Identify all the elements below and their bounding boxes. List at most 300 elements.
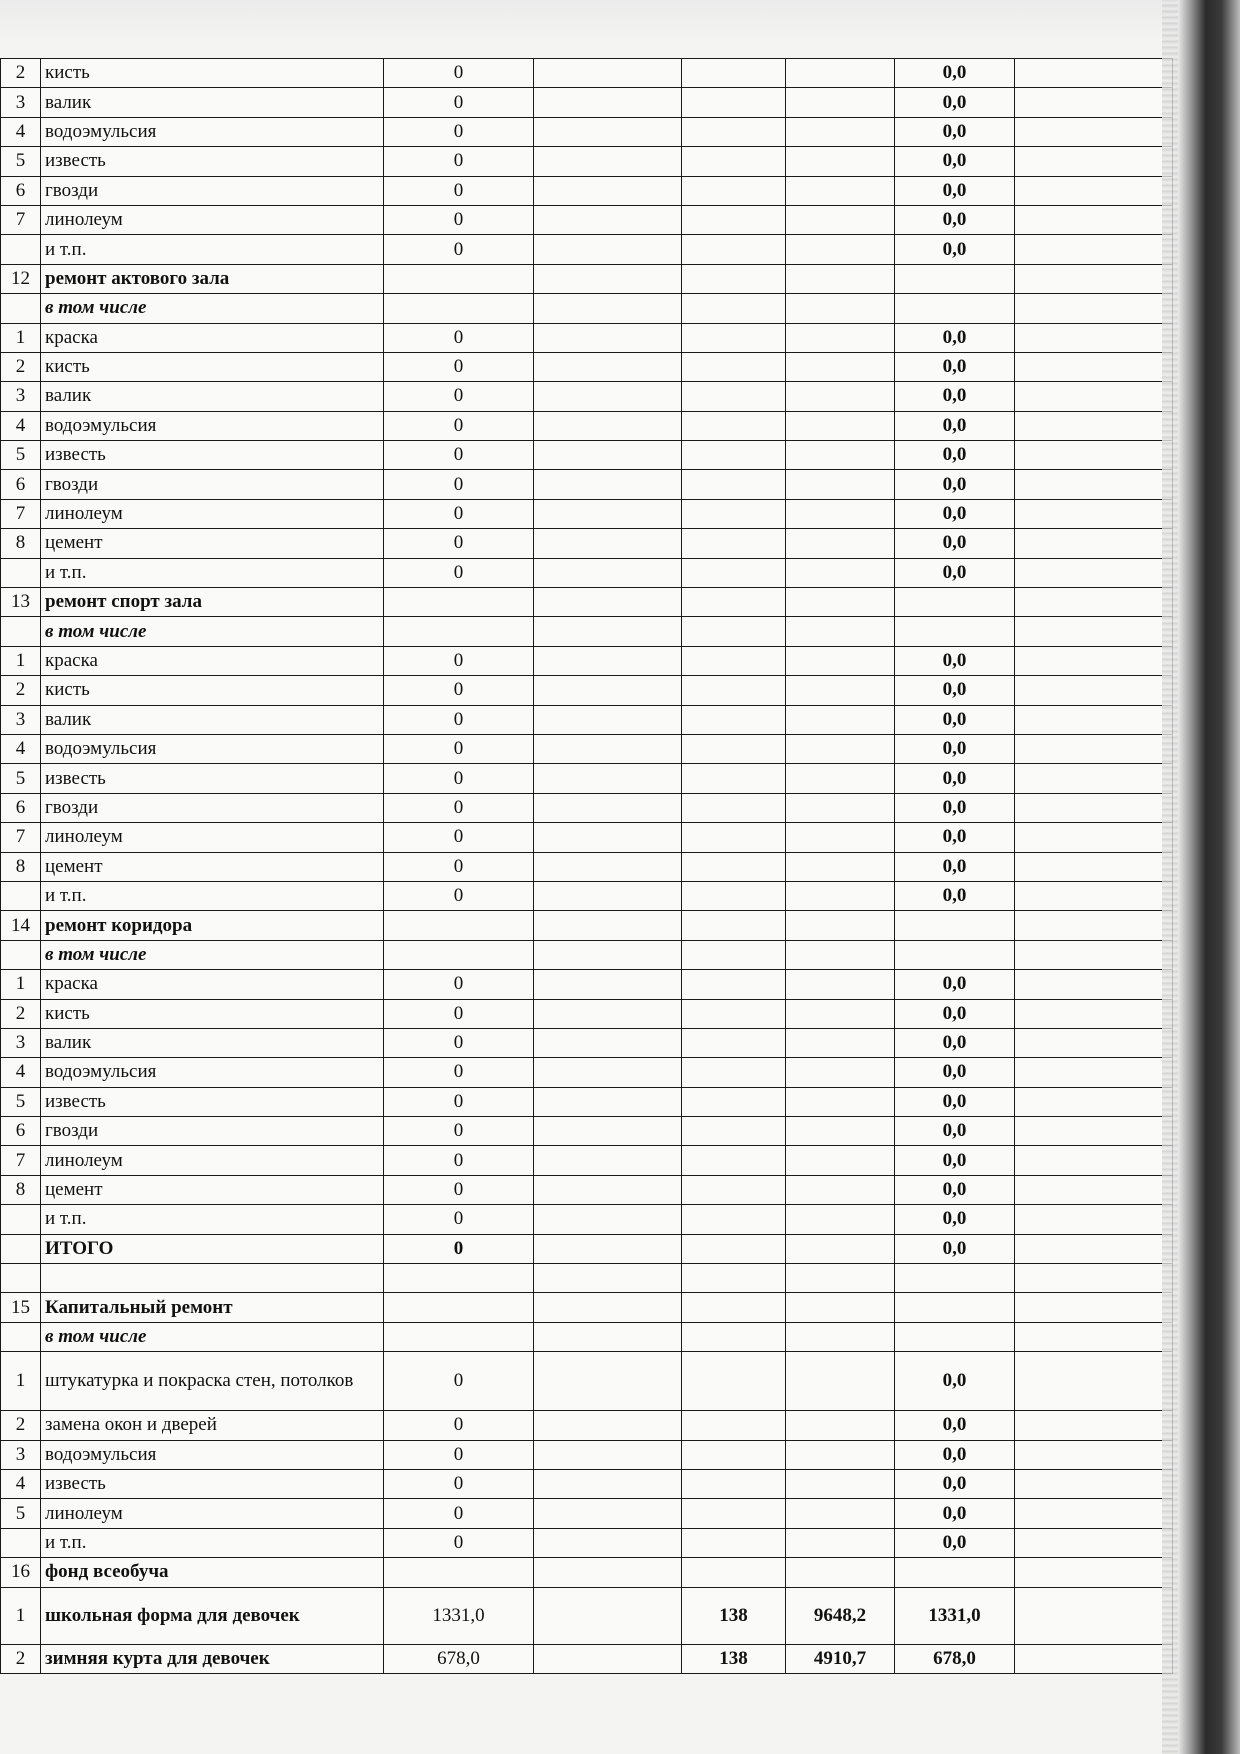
total-cell: 0,0 <box>895 499 1015 528</box>
quantity-cell <box>682 734 786 763</box>
amount-cell: 0 <box>384 881 534 910</box>
amount-cell <box>384 264 534 293</box>
sum-cell <box>786 1499 895 1528</box>
sum-cell <box>786 529 895 558</box>
row-number-cell: 3 <box>1 382 41 411</box>
row-number-cell: 5 <box>1 147 41 176</box>
quantity-cell <box>682 676 786 705</box>
item-name-cell: и т.п. <box>41 235 384 264</box>
sum-cell <box>786 940 895 969</box>
table-row <box>1 558 1173 587</box>
empty-cell <box>1015 88 1173 117</box>
row-number-cell: 7 <box>1 1146 41 1175</box>
amount-cell: 0 <box>384 382 534 411</box>
quantity-cell <box>682 235 786 264</box>
amount-cell: 0 <box>384 352 534 381</box>
table-row <box>1 59 1173 88</box>
item-name-cell: гвозди <box>41 793 384 822</box>
total-cell: 0,0 <box>895 970 1015 999</box>
empty-cell <box>1015 1528 1173 1557</box>
row-number-cell: 4 <box>1 411 41 440</box>
budget-table <box>0 58 1173 1674</box>
row-number-cell: 16 <box>1 1558 41 1587</box>
row-number-cell <box>1 1264 41 1293</box>
scan-edge-shadow <box>1178 0 1240 1754</box>
total-cell: 0,0 <box>895 1528 1015 1557</box>
total-cell: 0,0 <box>895 1234 1015 1263</box>
item-name-cell: фонд всеобуча <box>41 1558 384 1587</box>
quantity-cell <box>682 352 786 381</box>
empty-cell <box>1015 411 1173 440</box>
item-name-cell: зимняя курта для девочек <box>41 1644 384 1673</box>
row-number-cell <box>1 617 41 646</box>
empty-cell <box>534 294 682 323</box>
empty-cell <box>1015 59 1173 88</box>
row-number-cell: 2 <box>1 1644 41 1673</box>
total-cell <box>895 911 1015 940</box>
empty-cell <box>1015 294 1173 323</box>
quantity-cell: 138 <box>682 1587 786 1644</box>
empty-cell <box>1015 1587 1173 1644</box>
total-cell: 0,0 <box>895 1440 1015 1469</box>
empty-cell <box>1015 1293 1173 1322</box>
row-number-cell: 2 <box>1 1411 41 1440</box>
empty-cell <box>534 1528 682 1557</box>
empty-cell <box>1015 1087 1173 1116</box>
sum-cell <box>786 764 895 793</box>
sum-cell <box>786 264 895 293</box>
row-number-cell: 1 <box>1 646 41 675</box>
amount-cell: 0 <box>384 1175 534 1204</box>
table-row <box>1 411 1173 440</box>
empty-cell <box>1015 529 1173 558</box>
sum-cell <box>786 970 895 999</box>
sum-cell <box>786 323 895 352</box>
total-cell: 0,0 <box>895 1058 1015 1087</box>
row-number-cell: 2 <box>1 59 41 88</box>
sum-cell <box>786 441 895 470</box>
total-cell: 0,0 <box>895 59 1015 88</box>
sum-cell <box>786 852 895 881</box>
table-row <box>1 1644 1173 1673</box>
sum-cell <box>786 470 895 499</box>
total-cell <box>895 1322 1015 1351</box>
sum-cell <box>786 1058 895 1087</box>
item-name-cell: в том числе <box>41 1322 384 1351</box>
empty-cell <box>534 617 682 646</box>
total-cell <box>895 264 1015 293</box>
table-row <box>1 1028 1173 1057</box>
quantity-cell <box>682 881 786 910</box>
empty-cell <box>1015 881 1173 910</box>
item-name-cell: кисть <box>41 59 384 88</box>
amount-cell <box>384 1558 534 1587</box>
table-row <box>1 823 1173 852</box>
item-name-cell: известь <box>41 1469 384 1498</box>
quantity-cell <box>682 147 786 176</box>
total-cell: 0,0 <box>895 205 1015 234</box>
empty-cell <box>534 1440 682 1469</box>
quantity-cell <box>682 529 786 558</box>
row-number-cell: 2 <box>1 999 41 1028</box>
item-name-cell: валик <box>41 1028 384 1057</box>
item-name-cell: валик <box>41 382 384 411</box>
total-cell: 0,0 <box>895 764 1015 793</box>
row-number-cell: 4 <box>1 117 41 146</box>
empty-cell <box>534 970 682 999</box>
amount-cell: 0 <box>384 1440 534 1469</box>
table-row <box>1 588 1173 617</box>
row-number-cell <box>1 294 41 323</box>
empty-cell <box>1015 852 1173 881</box>
table-row <box>1 940 1173 969</box>
empty-cell <box>1015 1146 1173 1175</box>
empty-cell <box>1015 940 1173 969</box>
empty-cell <box>1015 558 1173 587</box>
sum-cell <box>786 1322 895 1351</box>
empty-cell <box>534 1587 682 1644</box>
total-cell: 0,0 <box>895 176 1015 205</box>
row-number-cell: 7 <box>1 499 41 528</box>
item-name-cell: школьная форма для девочек <box>41 1587 384 1644</box>
empty-cell <box>534 881 682 910</box>
empty-cell <box>1015 705 1173 734</box>
item-name-cell: в том числе <box>41 617 384 646</box>
total-cell: 0,0 <box>895 411 1015 440</box>
sum-cell <box>786 1469 895 1498</box>
sum-cell <box>786 1087 895 1116</box>
empty-cell <box>1015 470 1173 499</box>
amount-cell <box>384 1264 534 1293</box>
sum-cell <box>786 205 895 234</box>
total-cell: 0,0 <box>895 235 1015 264</box>
item-name-cell: гвозди <box>41 1117 384 1146</box>
quantity-cell <box>682 294 786 323</box>
empty-cell <box>1015 1499 1173 1528</box>
amount-cell: 0 <box>384 646 534 675</box>
table-row <box>1 911 1173 940</box>
empty-cell <box>534 88 682 117</box>
empty-cell <box>1015 1352 1173 1411</box>
amount-cell <box>384 617 534 646</box>
item-name-cell: и т.п. <box>41 558 384 587</box>
total-cell: 0,0 <box>895 88 1015 117</box>
scan-edge-noise <box>1162 0 1178 1754</box>
empty-cell <box>1015 441 1173 470</box>
quantity-cell <box>682 1499 786 1528</box>
table-row <box>1 793 1173 822</box>
quantity-cell <box>682 558 786 587</box>
total-cell: 0,0 <box>895 441 1015 470</box>
amount-cell: 0 <box>384 411 534 440</box>
amount-cell: 0 <box>384 59 534 88</box>
item-name-cell: замена окон и дверей <box>41 1411 384 1440</box>
quantity-cell: 138 <box>682 1644 786 1673</box>
total-cell <box>895 588 1015 617</box>
amount-cell: 0 <box>384 1058 534 1087</box>
total-cell: 0,0 <box>895 676 1015 705</box>
amount-cell: 1331,0 <box>384 1587 534 1644</box>
table-row <box>1 764 1173 793</box>
table-row <box>1 205 1173 234</box>
quantity-cell <box>682 323 786 352</box>
total-cell: 0,0 <box>895 382 1015 411</box>
amount-cell: 0 <box>384 499 534 528</box>
row-number-cell: 7 <box>1 823 41 852</box>
sum-cell <box>786 1411 895 1440</box>
table-row <box>1 1469 1173 1498</box>
item-name-cell: линолеум <box>41 823 384 852</box>
item-name-cell: цемент <box>41 529 384 558</box>
quantity-cell <box>682 646 786 675</box>
item-name-cell: ремонт коридора <box>41 911 384 940</box>
item-name-cell: цемент <box>41 852 384 881</box>
empty-cell <box>1015 1058 1173 1087</box>
quantity-cell <box>682 764 786 793</box>
amount-cell: 0 <box>384 793 534 822</box>
amount-cell: 0 <box>384 734 534 763</box>
amount-cell: 0 <box>384 235 534 264</box>
quantity-cell <box>682 793 786 822</box>
total-cell: 0,0 <box>895 352 1015 381</box>
amount-cell: 0 <box>384 1469 534 1498</box>
total-cell: 0,0 <box>895 147 1015 176</box>
sum-cell <box>786 558 895 587</box>
sum-cell <box>786 1293 895 1322</box>
quantity-cell <box>682 1146 786 1175</box>
item-name-cell: известь <box>41 147 384 176</box>
table-row <box>1 1587 1173 1644</box>
sum-cell <box>786 352 895 381</box>
amount-cell: 0 <box>384 1411 534 1440</box>
row-number-cell: 4 <box>1 1469 41 1498</box>
empty-cell <box>534 205 682 234</box>
amount-cell: 0 <box>384 441 534 470</box>
empty-cell <box>534 470 682 499</box>
amount-cell: 0 <box>384 970 534 999</box>
sum-cell <box>786 1234 895 1263</box>
empty-cell <box>534 1087 682 1116</box>
total-cell: 0,0 <box>895 1499 1015 1528</box>
item-name-cell: гвозди <box>41 470 384 499</box>
table-row <box>1 1058 1173 1087</box>
amount-cell <box>384 940 534 969</box>
row-number-cell: 3 <box>1 705 41 734</box>
empty-cell <box>534 734 682 763</box>
empty-cell <box>534 1146 682 1175</box>
empty-cell <box>1015 1322 1173 1351</box>
row-number-cell: 2 <box>1 352 41 381</box>
total-cell: 0,0 <box>895 470 1015 499</box>
row-number-cell <box>1 1528 41 1557</box>
quantity-cell <box>682 470 786 499</box>
amount-cell: 0 <box>384 529 534 558</box>
empty-cell <box>1015 1440 1173 1469</box>
row-number-cell: 6 <box>1 176 41 205</box>
amount-cell: 0 <box>384 1146 534 1175</box>
sum-cell <box>786 676 895 705</box>
scan-shadow <box>0 0 1178 40</box>
empty-cell <box>534 676 682 705</box>
table-row <box>1 1499 1173 1528</box>
row-number-cell <box>1 558 41 587</box>
item-name-cell: водоэмульсия <box>41 1058 384 1087</box>
table-row <box>1 1117 1173 1146</box>
quantity-cell <box>682 1117 786 1146</box>
quantity-cell <box>682 1528 786 1557</box>
empty-cell <box>534 1028 682 1057</box>
row-number-cell: 3 <box>1 1028 41 1057</box>
amount-cell <box>384 588 534 617</box>
total-cell: 0,0 <box>895 1028 1015 1057</box>
item-name-cell: штукатурка и покраска стен, потолков <box>41 1352 384 1411</box>
empty-cell <box>1015 1234 1173 1263</box>
empty-cell <box>1015 999 1173 1028</box>
total-cell: 0,0 <box>895 558 1015 587</box>
table-row <box>1 176 1173 205</box>
amount-cell: 678,0 <box>384 1644 534 1673</box>
row-number-cell: 3 <box>1 1440 41 1469</box>
sum-cell <box>786 793 895 822</box>
quantity-cell <box>682 1293 786 1322</box>
quantity-cell <box>682 176 786 205</box>
amount-cell: 0 <box>384 1234 534 1263</box>
empty-cell <box>534 558 682 587</box>
empty-cell <box>534 1322 682 1351</box>
sum-cell <box>786 1528 895 1557</box>
sum-cell <box>786 1264 895 1293</box>
empty-cell <box>534 1293 682 1322</box>
table-row <box>1 1322 1173 1351</box>
empty-cell <box>534 764 682 793</box>
empty-cell <box>534 1234 682 1263</box>
empty-cell <box>1015 1264 1173 1293</box>
amount-cell: 0 <box>384 852 534 881</box>
item-name-cell: водоэмульсия <box>41 117 384 146</box>
item-name-cell: и т.п. <box>41 1205 384 1234</box>
sum-cell <box>786 881 895 910</box>
sum-cell <box>786 1028 895 1057</box>
table-row <box>1 1175 1173 1204</box>
table-row <box>1 499 1173 528</box>
empty-cell <box>534 852 682 881</box>
table-row <box>1 970 1173 999</box>
row-number-cell <box>1 881 41 910</box>
empty-cell <box>534 588 682 617</box>
empty-cell <box>1015 588 1173 617</box>
amount-cell: 0 <box>384 999 534 1028</box>
item-name-cell: Капитальный ремонт <box>41 1293 384 1322</box>
table-row <box>1 352 1173 381</box>
quantity-cell <box>682 1205 786 1234</box>
empty-cell <box>534 1644 682 1673</box>
empty-cell <box>534 499 682 528</box>
quantity-cell <box>682 999 786 1028</box>
sum-cell <box>786 1205 895 1234</box>
quantity-cell <box>682 970 786 999</box>
total-cell: 1331,0 <box>895 1587 1015 1644</box>
quantity-cell <box>682 705 786 734</box>
item-name-cell: линолеум <box>41 1499 384 1528</box>
sum-cell <box>786 1175 895 1204</box>
row-number-cell: 5 <box>1 1087 41 1116</box>
quantity-cell <box>682 264 786 293</box>
table-row <box>1 147 1173 176</box>
amount-cell: 0 <box>384 823 534 852</box>
total-cell <box>895 940 1015 969</box>
empty-cell <box>1015 352 1173 381</box>
quantity-cell <box>682 1440 786 1469</box>
sum-cell <box>786 1352 895 1411</box>
sum-cell <box>786 499 895 528</box>
sum-cell <box>786 59 895 88</box>
table-row <box>1 1293 1173 1322</box>
quantity-cell <box>682 1175 786 1204</box>
row-number-cell <box>1 1205 41 1234</box>
item-name-cell: в том числе <box>41 940 384 969</box>
total-cell: 0,0 <box>895 646 1015 675</box>
quantity-cell <box>682 617 786 646</box>
total-cell: 0,0 <box>895 117 1015 146</box>
row-number-cell: 2 <box>1 676 41 705</box>
item-name-cell: валик <box>41 88 384 117</box>
amount-cell: 0 <box>384 147 534 176</box>
sum-cell <box>786 1558 895 1587</box>
item-name-cell: известь <box>41 1087 384 1116</box>
item-name-cell: линолеум <box>41 205 384 234</box>
table-row <box>1 676 1173 705</box>
quantity-cell <box>682 59 786 88</box>
empty-cell <box>1015 793 1173 822</box>
total-cell: 678,0 <box>895 1644 1015 1673</box>
row-number-cell: 8 <box>1 1175 41 1204</box>
table-row <box>1 646 1173 675</box>
item-name-cell: краска <box>41 646 384 675</box>
empty-cell <box>1015 205 1173 234</box>
sum-cell <box>786 88 895 117</box>
total-cell: 0,0 <box>895 1117 1015 1146</box>
item-name-cell: водоэмульсия <box>41 411 384 440</box>
total-cell: 0,0 <box>895 1411 1015 1440</box>
empty-cell <box>534 411 682 440</box>
row-number-cell: 14 <box>1 911 41 940</box>
empty-cell <box>1015 147 1173 176</box>
sum-cell <box>786 147 895 176</box>
sum-cell <box>786 117 895 146</box>
quantity-cell <box>682 588 786 617</box>
quantity-cell <box>682 1058 786 1087</box>
empty-cell <box>1015 1469 1173 1498</box>
row-number-cell: 12 <box>1 264 41 293</box>
empty-cell <box>534 382 682 411</box>
quantity-cell <box>682 117 786 146</box>
total-cell: 0,0 <box>895 705 1015 734</box>
amount-cell: 0 <box>384 117 534 146</box>
amount-cell: 0 <box>384 176 534 205</box>
empty-cell <box>1015 499 1173 528</box>
amount-cell: 0 <box>384 764 534 793</box>
sum-cell <box>786 294 895 323</box>
sum-cell <box>786 911 895 940</box>
table-row <box>1 235 1173 264</box>
table-row <box>1 470 1173 499</box>
row-number-cell: 7 <box>1 205 41 234</box>
sum-cell <box>786 235 895 264</box>
row-number-cell: 5 <box>1 1499 41 1528</box>
table-row <box>1 881 1173 910</box>
quantity-cell <box>682 911 786 940</box>
empty-cell <box>534 1558 682 1587</box>
